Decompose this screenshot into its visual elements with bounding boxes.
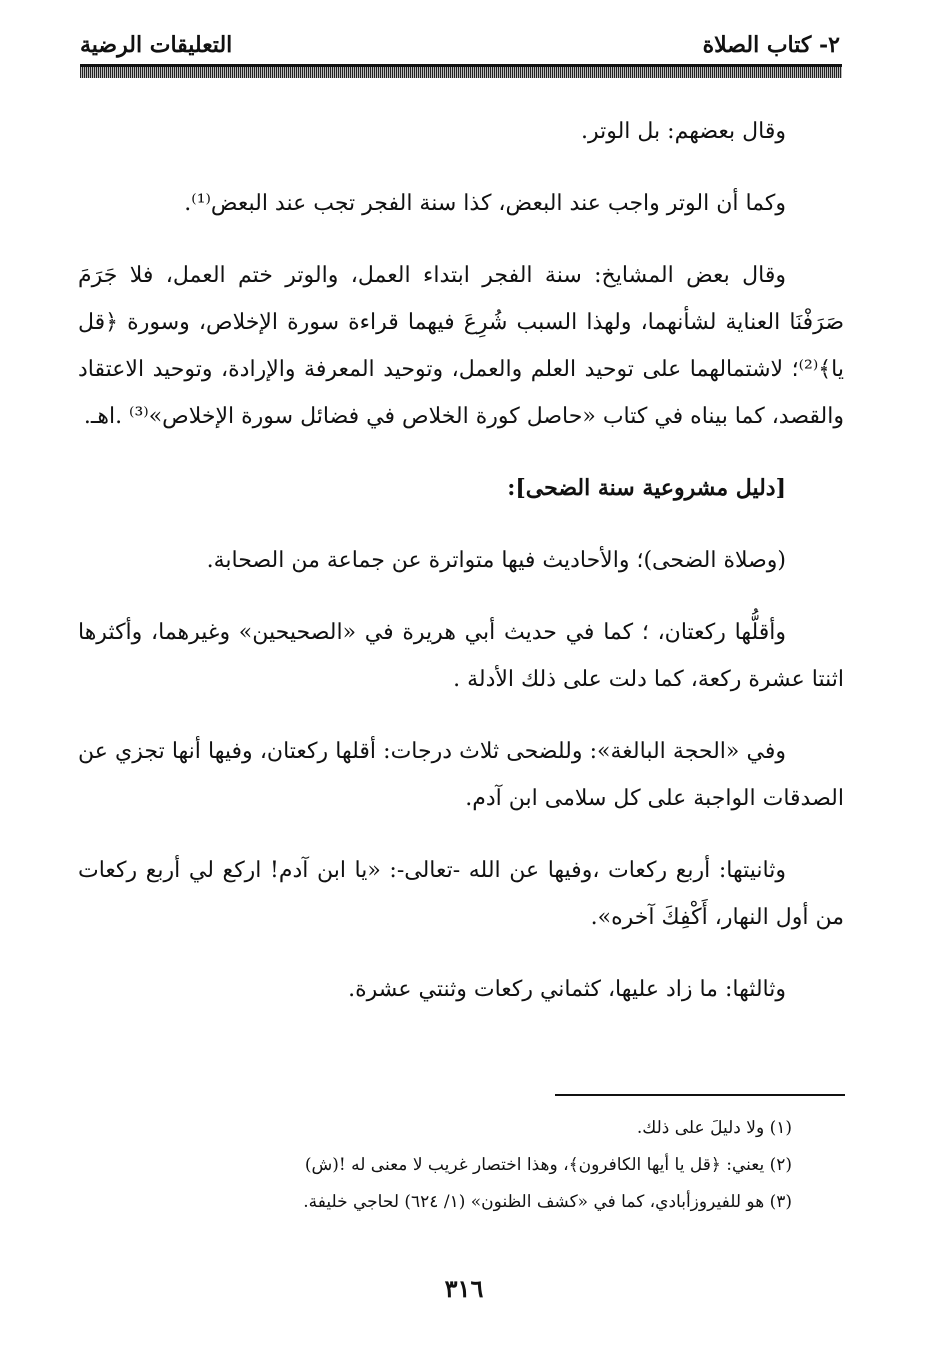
running-header: [80, 28, 840, 64]
paragraph: وأقلُّها ركعتان، ؛ كما في حديث أبي هريرة في «الصحيحين» وغيرهما، وأكثرها اثنتا عشرة ركعة، كما دلت على ذلك الأدلة .: [78, 620, 844, 692]
section-heading: [دليل مشروعية سنة الضحى]:: [507, 475, 786, 501]
header-rule: [80, 64, 842, 78]
paragraph: وثالثها: ما زاد عليها، كثماني ركعات وثنتي عشرة.: [348, 977, 786, 1002]
paragraph: وثانيتها: أربع ركعات ،وفيها عن الله -تعالى-: «يا ابن آدم! اركع لي أربع ركعات من أول النهار، أَكْفِكَ آخره».: [78, 858, 844, 930]
page-number: ٣١٦: [444, 1274, 484, 1303]
paragraph: وكما أن الوتر واجب عند البعض، كذا سنة الفجر تجب عند البعض⁽¹⁾.: [184, 191, 786, 216]
book-title: التعليقات الرضية: [80, 32, 233, 58]
paragraph: وفي «الحجة البالغة»: وللضحى ثلاث درجات: أقلها ركعتان، وفيها أنها تجزي عن الصدقات الواجبة على كل سلامى ابن آدم.: [78, 739, 844, 811]
paragraph: وقال بعضهم: بل الوتر.: [580, 119, 786, 144]
chapter-title: ٢- كتاب الصلاة: [702, 32, 840, 58]
footnote-separator: [555, 1094, 845, 1096]
footnotes: [160, 1110, 792, 1221]
footnote: (٣) هو للفيروزأبادي، كما في «كشف الظنون» (١/ ٦٢٤) لحاجي خليفة.: [303, 1192, 792, 1212]
main-text: [78, 108, 844, 1038]
footnote: (٢) يعني: ﴿قل يا أيها الكافرون﴾، وهذا اختصار غريب لا معنى له !(ش): [304, 1155, 792, 1175]
footnote: (١) ولا دليلَ على ذلك.: [636, 1118, 792, 1138]
paragraph: وقال بعض المشايخ: سنة الفجر ابتداء العمل، والوتر ختم العمل، فلا جَرَمَ صَرَفْنَا العناية لشأنهما، ولهذا السبب شُرِعَ فيهما قراءة سورة الإخلاص، وسورة ﴿قل يا﴾⁽²⁾؛ لاشتمالهما على توحيد العلم والعمل، وتوحيد المعرفة والإرادة، وتوحيد الاعتقاد والقصد، كما بيناه في كتاب «حاصل كورة الخلاص في فضائل سورة الإخلاص»⁽³⁾ .اهـ.: [78, 263, 844, 429]
paragraph: (وصلاة الضحى)؛ والأحاديث فيها متواترة عن جماعة من الصحابة.: [206, 548, 786, 573]
